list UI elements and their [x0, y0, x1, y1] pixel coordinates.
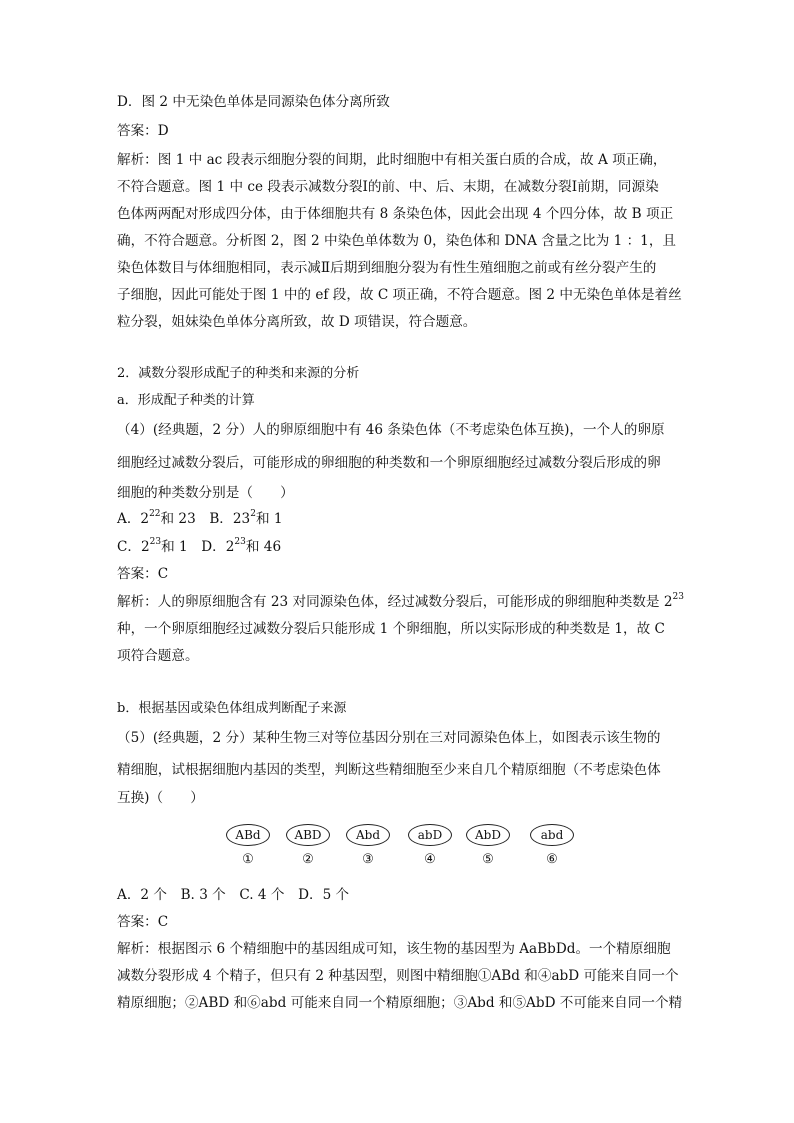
cell-genes: Abd — [346, 824, 390, 846]
cell-genes: abd — [530, 824, 574, 846]
cell-genes: abD — [408, 824, 452, 846]
question-5-line: 精细胞，试根据细胞内基因的类型，判断这些精细胞至少来自几个精原细胞（不考虑染色体 — [117, 762, 661, 778]
options-ab: A．$2^{22}$和 23 B．$23^2$和 1 — [117, 509, 283, 527]
sperm-cell — [346, 824, 390, 869]
section-heading: 2．减数分裂形成配子的种类和来源的分析 — [117, 366, 360, 381]
analysis-line: 色体两两配对形成四分体，由于体细胞共有 8 条染色体，因此会出现 4 个四分体，故 B 项正 — [117, 206, 674, 222]
option-d: D．图 2 中无染色单体是同源染色体分离所致 — [117, 94, 390, 110]
analysis-line: 确，不符合题意。分析图 2，图 2 中染色单体数为 0，染色体和 DNA 含量之比为 1 ：1，且 — [117, 233, 677, 249]
cell-number: ② — [302, 852, 314, 867]
answer: 答案：D — [117, 123, 169, 139]
sperm-cell — [226, 824, 270, 869]
question-4-line: 细胞经过减数分裂后，可能形成的卵细胞的种类数和一个卵原细胞经过减数分裂后形成的卵 — [117, 455, 661, 471]
sperm-cell — [530, 824, 574, 869]
cell-genes: ABD — [286, 824, 330, 846]
question-4-line: （4）(经典题，2 分）人的卵原细胞中有 46 条染色体（不考虑染色体互换)，一个人的卵原 — [117, 422, 665, 438]
question-5-line: （5）(经典题，2 分）某种生物三对等位基因分别在三对同源染色体上，如图表示该生物的 — [117, 730, 661, 746]
analysis-line: 精原细胞；②ABD 和⑥abd 可能来自同一个精原细胞；③Abd 和⑤AbD 不可能来自同一个精 — [117, 995, 683, 1011]
analysis-line: 解析：图 1 中 ac 段表示细胞分裂的间期，此时细胞中有相关蛋白质的合成，故 A 项正确， — [117, 152, 667, 168]
answer: 答案：C — [117, 566, 169, 582]
question-4-line: 细胞的种类数分别是（ ） — [117, 485, 294, 501]
sperm-cell — [466, 824, 510, 869]
analysis-line: 子细胞，因此可能处于图 1 中的 ef 段，故 C 项正确，不符合题意。图 2 中无染色单体是着丝 — [117, 287, 682, 303]
cell-genes: AbD — [466, 824, 510, 846]
analysis-line: 不符合题意。图 1 中 ce 段表示减数分裂Ⅰ的前、中、后、末期，在减数分裂Ⅰ前期，同源染 — [117, 179, 659, 195]
cell-number: ⑤ — [482, 852, 494, 867]
cell-number: ④ — [424, 852, 436, 867]
analysis-line: 解析：人的卵原细胞含有 23 对同源染色体，经过减数分裂后，可能形成的卵细胞种类数是 $2^{23}$ — [117, 592, 684, 610]
subsection-heading: a．形成配子种类的计算 — [117, 393, 255, 408]
answer: 答案：C — [117, 914, 169, 930]
cell-number: ⑥ — [546, 852, 558, 867]
sperm-cell — [286, 824, 330, 869]
sperm-cell-figure — [226, 824, 586, 874]
cell-genes: ABd — [226, 824, 270, 846]
analysis-line: 项符合题意。 — [117, 648, 199, 664]
options-cd: C．$2^{23}$和 1 D．$2^{23}$和 46 — [117, 537, 282, 555]
analysis-line: 粒分裂，姐妹染色单体分离所致，故 D 项错误，符合题意。 — [117, 314, 477, 330]
analysis-line: 减数分裂形成 4 个精子，但只有 2 种基因型，则图中精细胞①ABd 和④abD 可能来自同一个 — [117, 968, 679, 984]
question-5-line: 互换)（ ） — [117, 790, 204, 806]
analysis-line: 种，一个卵原细胞经过减数分裂后只能形成 1 个卵细胞，所以实际形成的种类数是 1，故 C — [117, 621, 665, 637]
options-5: A．2 个 B. 3 个 C. 4 个 D．5 个 — [117, 887, 350, 903]
analysis-line: 染色体数目与体细胞相同，表示减Ⅱ后期到细胞分裂为有性生殖细胞之前或有丝分裂产生的 — [117, 260, 657, 276]
cell-number: ③ — [362, 852, 374, 867]
sperm-cell — [408, 824, 452, 869]
subsection-heading: b．根据基因或染色体组成判断配子来源 — [117, 701, 347, 716]
analysis-line: 解析：根据图示 6 个精细胞中的基因组成可知，该生物的基因型为 AaBbDd。一个精原细胞 — [117, 941, 671, 957]
cell-number: ① — [242, 852, 254, 867]
